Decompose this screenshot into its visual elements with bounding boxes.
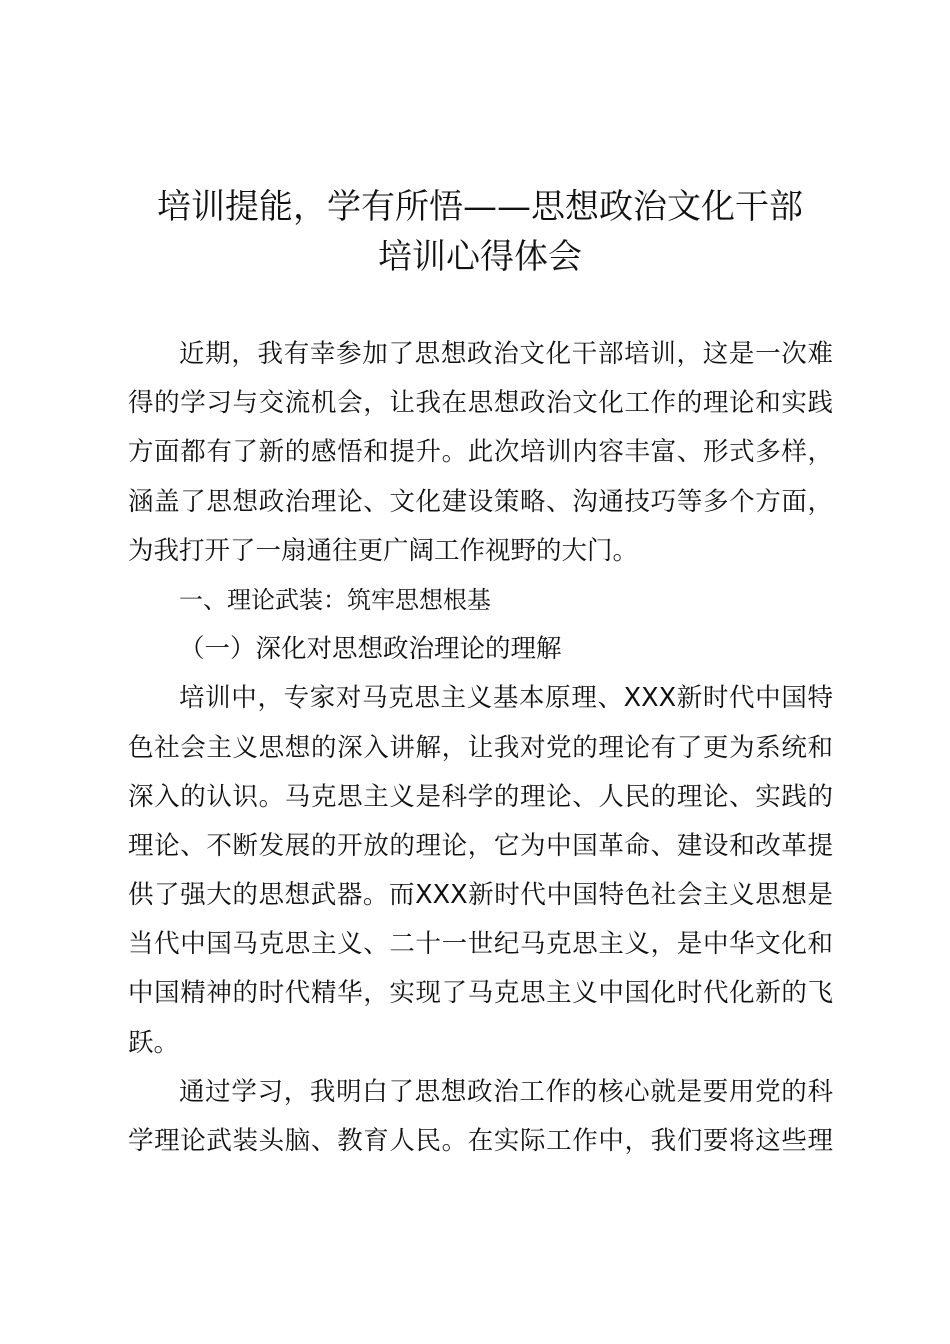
paragraph-line: 涵盖了思想政治理论、文化建设策略、沟通技巧等多个方面， xyxy=(128,486,833,517)
paragraph-line: 中国精神的时代精华，实现了马克思主义中国化时代化新的飞 xyxy=(128,978,833,1009)
document-body xyxy=(128,330,833,1166)
paragraph-line: 供了强大的思想武器。而XXX新时代中国特色社会主义思想是 xyxy=(128,880,833,911)
paragraph-line: 学理论武装头脑、教育人民。在实际工作中，我们要将这些理 xyxy=(128,1126,833,1156)
paragraph-line: 深入的认识。马克思主义是科学的理论、人民的理论、实践的 xyxy=(128,781,833,812)
paragraph-line: 得的学习与交流机会，让我在思想政治文化工作的理论和实践 xyxy=(128,388,833,419)
title-line-2: 培训心得体会 xyxy=(378,237,582,277)
paragraph-line: 当代中国马克思主义、二十一世纪马克思主义，是中华文化和 xyxy=(128,929,833,960)
title-line-1: 培训提能，学有所悟——思想政治文化干部 xyxy=(157,187,803,227)
paragraph-line: 跃。 xyxy=(128,1027,180,1058)
paragraph-line: 理论、不断发展的开放的理论，它为中国革命、建设和改革提 xyxy=(128,830,833,861)
paragraph-line: 通过学习，我明白了思想政治工作的核心就是要用党的科 xyxy=(179,1076,833,1107)
paragraph-line: 色社会主义思想的深入讲解，让我对党的理论有了更为系统和 xyxy=(128,732,833,763)
subsection-heading: （一）深化对思想政治理论的理解 xyxy=(179,634,562,665)
paragraph-line: 方面都有了新的感悟和提升。此次培训内容丰富、形式多样， xyxy=(128,437,833,468)
paragraph-line: 为我打开了一扇通往更广阔工作视野的大门。 xyxy=(128,535,639,566)
paragraph-line: 培训中，专家对马克思主义基本原理、XXX新时代中国特 xyxy=(179,683,833,714)
paragraph-line: 近期，我有幸参加了思想政治文化干部培训，这是一次难 xyxy=(179,339,833,369)
section-heading: 一、理论武装：筑牢思想根基 xyxy=(179,585,491,614)
